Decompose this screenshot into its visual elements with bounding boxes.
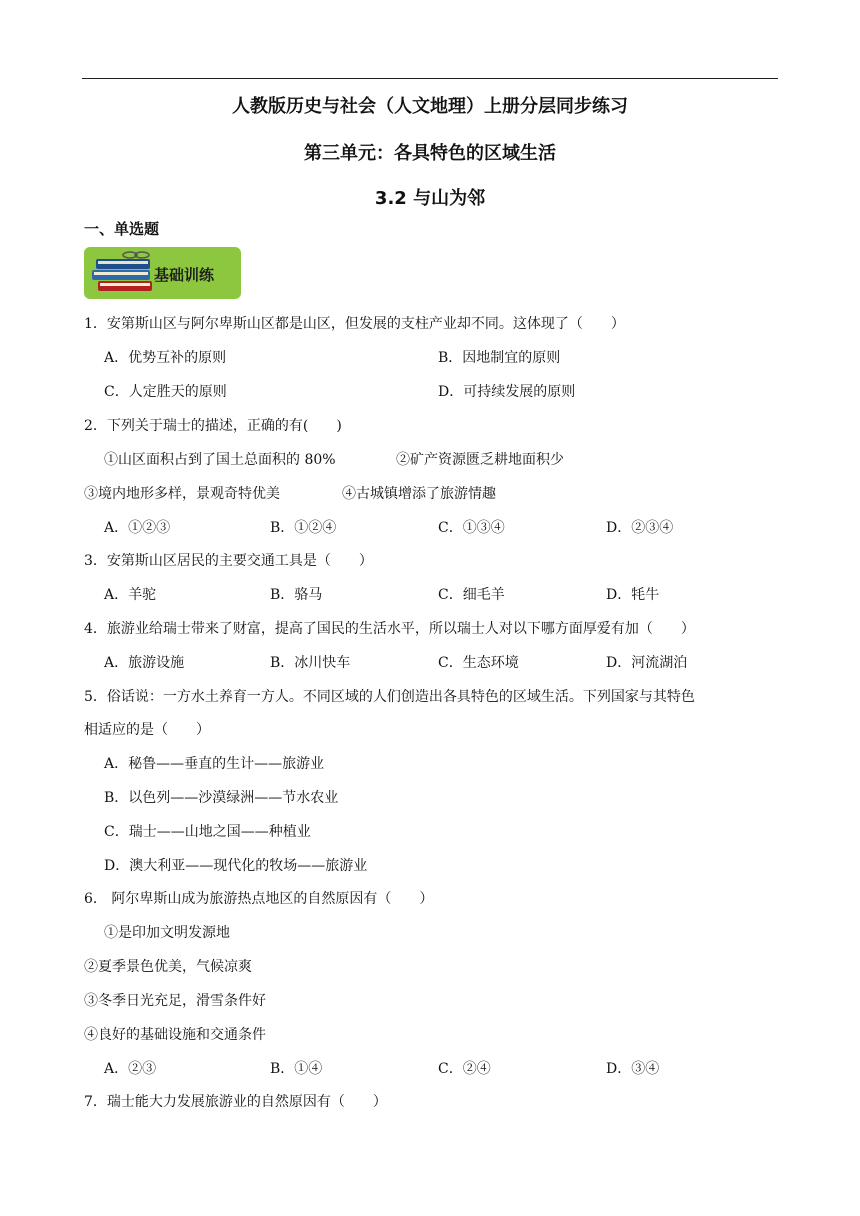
books-icon bbox=[90, 247, 160, 299]
q2-option-b: B．①②④ bbox=[270, 520, 337, 536]
section-heading: 一、单选题 bbox=[84, 220, 160, 238]
q1-option-c: C．人定胜天的原则 bbox=[104, 384, 227, 400]
q2-option-d: D．②③④ bbox=[606, 520, 674, 536]
question-2-stem: 2．下列关于瑞士的描述，正确的有( ) bbox=[84, 418, 342, 434]
q2-statement-1: ①山区面积占到了国土总面积的 80% bbox=[104, 452, 336, 468]
q5-option-b: B．以色列——沙漠绿洲——节水农业 bbox=[104, 790, 339, 806]
q6-statement-4: ④良好的基础设施和交通条件 bbox=[84, 1027, 266, 1043]
q5-option-d: D．澳大利亚——现代化的牧场——旅游业 bbox=[104, 858, 368, 874]
q3-option-c: C．细毛羊 bbox=[438, 587, 505, 603]
document-title: 人教版历史与社会（人文地理）上册分层同步练习 bbox=[232, 96, 628, 117]
q5-option-a: A．秘鲁——垂直的生计——旅游业 bbox=[104, 756, 325, 772]
q6-statement-1: ①是印加文明发源地 bbox=[104, 925, 230, 941]
q1-option-d: D．可持续发展的原则 bbox=[438, 384, 576, 400]
q6-statement-3: ③冬季日光充足，滑雪条件好 bbox=[84, 993, 266, 1009]
q2-statement-4: ④古城镇增添了旅游情趣 bbox=[342, 486, 496, 502]
question-7-stem: 7．瑞士能大力发展旅游业的自然原因有（ ） bbox=[84, 1094, 387, 1110]
question-6-stem: 6． 阿尔卑斯山成为旅游热点地区的自然原因有（ ） bbox=[84, 891, 434, 907]
q2-statement-2: ②矿产资源匮乏耕地面积少 bbox=[396, 452, 564, 468]
question-1-stem: 1．安第斯山区与阿尔卑斯山区都是山区，但发展的支柱产业却不同。这体现了（ ） bbox=[84, 316, 625, 332]
basic-training-badge bbox=[84, 247, 241, 299]
q6-option-a: A．②③ bbox=[104, 1061, 157, 1077]
q3-option-d: D．牦牛 bbox=[606, 587, 660, 603]
q2-option-c: C．①③④ bbox=[438, 520, 505, 536]
header-rule bbox=[82, 78, 778, 79]
q2-option-a: A．①②③ bbox=[104, 520, 171, 536]
q2-statement-3: ③境内地形多样，景观奇特优美 bbox=[84, 486, 280, 502]
q6-option-b: B．①④ bbox=[270, 1061, 323, 1077]
question-5-stem: 5．俗话说：一方水土养育一方人。不同区域的人们创造出各具特色的区域生活。下列国家与其特色 bbox=[84, 689, 695, 705]
q1-option-b: B．因地制宜的原则 bbox=[438, 350, 561, 366]
q5-option-c: C．瑞士——山地之国——种植业 bbox=[104, 824, 311, 840]
q6-statement-2: ②夏季景色优美，气候凉爽 bbox=[84, 959, 252, 975]
badge-label: 基础训练 bbox=[154, 266, 215, 284]
q3-option-b: B．骆马 bbox=[270, 587, 323, 603]
q1-option-a: A．优势互补的原则 bbox=[104, 350, 227, 366]
q4-option-d: D．河流湖泊 bbox=[606, 655, 688, 671]
unit-title: 第三单元：各具特色的区域生活 bbox=[304, 143, 556, 164]
q6-option-d: D．③④ bbox=[606, 1061, 660, 1077]
lesson-title: 3.2 与山为邻 bbox=[374, 188, 486, 209]
q3-option-a: A．羊驼 bbox=[104, 587, 157, 603]
q4-option-a: A．旅游设施 bbox=[104, 655, 185, 671]
q4-option-c: C．生态环境 bbox=[438, 655, 519, 671]
question-3-stem: 3．安第斯山区居民的主要交通工具是（ ） bbox=[84, 553, 373, 569]
question-5-stem-continued: 相适应的是（ ） bbox=[84, 722, 210, 738]
q6-option-c: C．②④ bbox=[438, 1061, 491, 1077]
q4-option-b: B．冰川快车 bbox=[270, 655, 351, 671]
question-4-stem: 4．旅游业给瑞士带来了财富，提高了国民的生活水平，所以瑞士人对以下哪方面厚爱有加（ ） bbox=[84, 621, 695, 637]
